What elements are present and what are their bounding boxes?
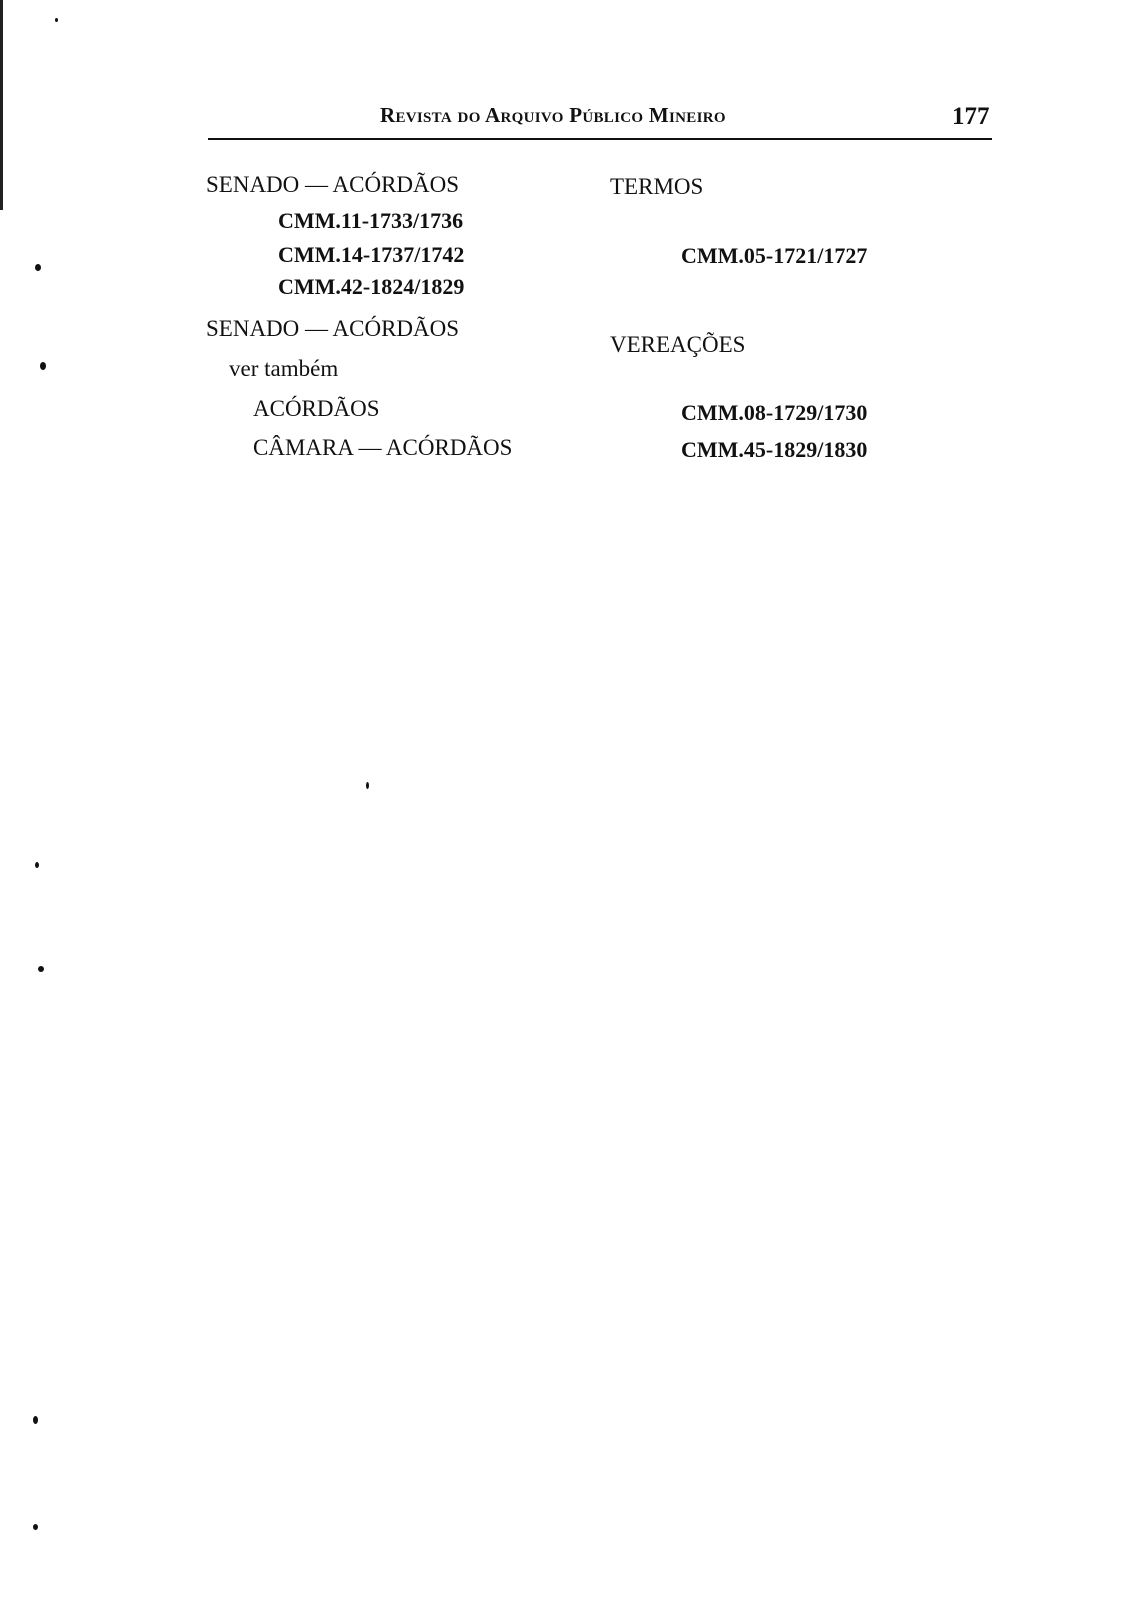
scan-speck	[33, 1524, 38, 1530]
scan-speck	[33, 1416, 38, 1424]
binding-edge	[0, 0, 3, 210]
scan-speck	[40, 362, 46, 370]
scan-speck	[366, 782, 369, 789]
header-rule	[208, 138, 992, 140]
see-also-label: ver também	[229, 356, 339, 381]
scan-speck	[35, 264, 41, 271]
index-heading-termos: TERMOS	[610, 174, 704, 199]
page-number: 177	[952, 103, 990, 130]
index-ref: CMM.05-1721/1727	[681, 243, 868, 268]
index-ref: CMM.11-1733/1736	[278, 208, 464, 233]
index-heading-senado-acordaos: SENADO — ACÓRDÃOS	[206, 172, 460, 197]
index-heading-vereacoes: VEREAÇÕES	[610, 332, 746, 357]
see-also-link-camara-acordaos: CÂMARA — ACÓRDÃOS	[253, 435, 513, 460]
index-ref: CMM.14-1737/1742	[278, 242, 465, 267]
see-also-link-acordaos: ACÓRDÃOS	[253, 396, 380, 421]
scan-speck	[35, 862, 39, 868]
scan-speck	[55, 18, 58, 22]
index-ref: CMM.42-1824/1829	[278, 274, 465, 299]
index-ref: CMM.08-1729/1730	[681, 400, 868, 425]
index-heading-senado-acordaos-2: SENADO — ACÓRDÃOS	[206, 316, 460, 341]
scan-speck	[38, 966, 44, 972]
index-ref: CMM.45-1829/1830	[681, 437, 868, 462]
running-header-title: Revista do Arquivo Público Mineiro	[380, 103, 726, 127]
